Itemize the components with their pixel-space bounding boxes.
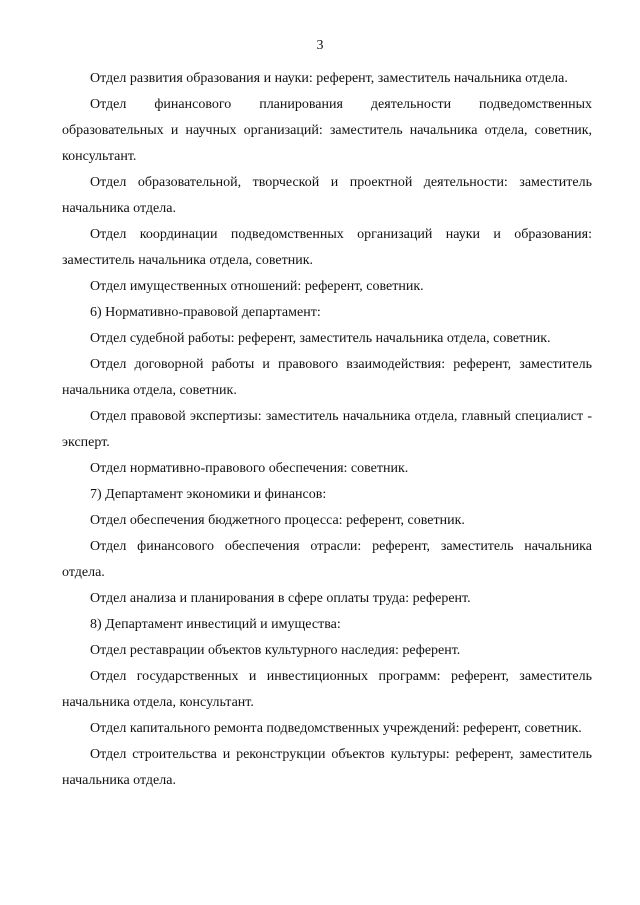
paragraph: Отдел государственных и инвестиционных программ: референт, заместитель начальника отдела, консультант. [62, 669, 592, 710]
paragraph: Отдел образовательной, творческой и проектной деятельности: заместитель начальника отдела. [62, 175, 592, 216]
paragraph: Отдел договорной работы и правового взаимодействия: референт, заместитель начальника отдела, советник. [62, 357, 592, 398]
paragraph: Отдел координации подведомственных организаций науки и образования: заместитель начальника отдела, советник. [62, 227, 592, 268]
paragraph: Отдел развития образования и науки: референт, заместитель начальника отдела. [90, 71, 568, 86]
section-heading: 7) Департамент экономики и финансов: [90, 487, 327, 502]
paragraph: Отдел нормативно-правового обеспечения: советник. [90, 461, 409, 476]
paragraph: Отдел судебной работы: референт, заместитель начальника отдела, советник. [90, 331, 551, 346]
paragraph: Отдел анализа и планирования в сфере оплаты труда: референт. [90, 591, 471, 606]
document-body [62, 66, 592, 794]
paragraph: Отдел имущественных отношений: референт, советник. [90, 279, 424, 294]
paragraph: Отдел обеспечения бюджетного процесса: референт, советник. [90, 513, 465, 528]
paragraph: Отдел строительства и реконструкции объектов культуры: референт, заместитель начальника отдела. [62, 747, 592, 788]
paragraph: Отдел правовой экспертизы: заместитель начальника отдела, главный специалист - эксперт. [62, 409, 592, 450]
section-heading: 8) Департамент инвестиций и имущества: [90, 617, 341, 632]
paragraph: Отдел капитального ремонта подведомственных учреждений: референт, советник. [90, 721, 582, 736]
section-heading: 6) Нормативно-правовой департамент: [90, 305, 321, 320]
paragraph: Отдел реставрации объектов культурного наследия: референт. [90, 643, 461, 658]
paragraph: Отдел финансового обеспечения отрасли: референт, заместитель начальника отдела. [62, 539, 592, 580]
page-number: 3 [316, 38, 324, 53]
paragraph: Отдел финансового планирования деятельности подведомственных образовательных и научных организаций: заместитель начальника отдела, советник, консультант. [62, 97, 592, 164]
